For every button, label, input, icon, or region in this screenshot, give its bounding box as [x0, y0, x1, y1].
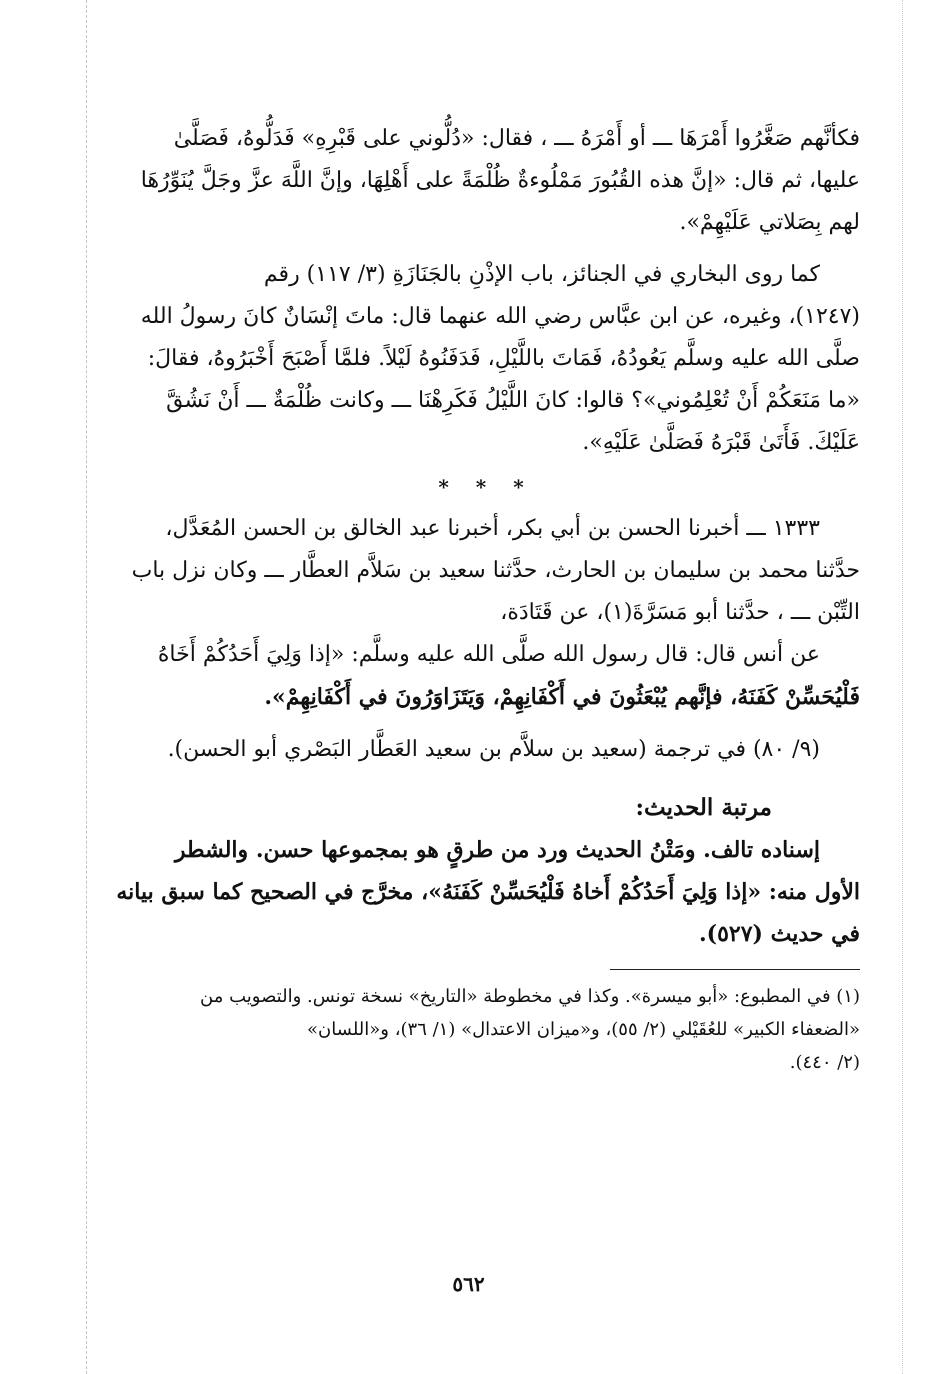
text-line: صلَّى الله عليه وسلَّم يَعُودُهُ، فَمَاتَ باللَّيْلِ، فَدَفَنُوهُ لَيْلاً. فلمَّا أَصْبَحَ أَخْبَرُوهُ، فقالَ:	[147, 346, 860, 371]
text-line: ١٣٣٣ ـــ أخبرنا الحسن بن أبي بكر، أخبرنا عبد الخالق بن الحسن المُعَدَّل،	[165, 516, 820, 541]
text-line: التِّبْن ـــ ، حدَّثنا أبو مَسَرَّةَ(١)، عن قَتَادَة،	[500, 600, 860, 625]
text-line: حدَّثنا محمد بن سليمان بن الحارث، حدَّثنا سعيد بن سَلاَّم العطَّار ـــ وكان نزل باب	[131, 558, 860, 583]
scan-edge-right	[902, 0, 903, 1374]
top-paragraph	[112, 118, 860, 244]
section-heading: مرتبة الحديث:	[635, 794, 772, 821]
text-line: فكأنَّهم صَغَّرُوا أَمْرَهَا ـــ أو أَمْرَهُ ـــ ، فقال: «دُلُّوني على قَبْرِهِ» فَدَلُّوهُ، فَصَلَّىٰ	[173, 126, 860, 151]
footnote-line: (٢/ ٤٤٠).	[789, 1052, 860, 1073]
text-line: لهم بِصَلاتي عَلَيْهِمْ».	[679, 210, 860, 235]
tarjama-line: (٩/ ٨٠) في ترجمة (سعيد بن سلاَّم بن سعيد العَطَّار البَصْري أبو الحسن).	[167, 737, 820, 762]
text-line: (١٢٤٧)، وغيره، عن ابن عبَّاس رضي الله عنهما قال: ماتَ إنْسَانٌ كانَ رسولُ الله	[140, 304, 860, 329]
text-line: «ما مَنَعَكُمْ أَنْ تُعْلِمُوني»؟ قالوا: كانَ اللَّيْلُ فَكَرِهْنَا ـــ وكانت ظُلْمَةٌ ـــ أَنْ نَشُقَّ	[166, 388, 860, 413]
anas-paragraph	[112, 634, 860, 719]
footnote-divider	[610, 969, 860, 970]
text-line: عليها، ثم قال: «إنَّ هذه القُبُورَ مَمْلُوءةٌ ظُلْمَةً على أَهْلِهَا، وإنَّ اللَّهَ عزَّ وجَلَّ يُنَوِّرُهَا	[140, 168, 860, 193]
hadith-1333-paragraph	[112, 508, 860, 634]
footnote-line: «الضعفاء الكبير» للعُقَيْلي (٢/ ٥٥)، و«ميزان الاعتدال» (١/ ٣٦)، و«اللسان»	[307, 1019, 860, 1040]
scan-edge-left	[86, 0, 87, 1374]
text-line: عَلَيْكَ. فَأَتَىٰ قَبْرَهُ فَصَلَّىٰ عَلَيْهِ».	[582, 430, 860, 455]
page-number: ٥٦٢	[452, 1272, 485, 1296]
footnote	[112, 980, 860, 1079]
text-line: الأول منه: «إذا وَلِيَ أَحَدُكُمْ أَخاهُ فَلْيُحَسِّنْ كَفَنَهُ»، مخرَّج في الصحيح كما سبق بيانه	[116, 879, 860, 905]
book-page	[112, 118, 860, 1079]
footnote-line: (١) في المطبوع: «أبو ميسرة». وكذا في مخطوطة «التاريخ» نسخة تونس. والتصويب من	[200, 986, 860, 1007]
section-separator: * * *	[438, 475, 534, 499]
text-line: في حديث (٥٢٧).	[699, 921, 860, 947]
grade-paragraph	[112, 829, 860, 955]
bukhari-paragraph	[112, 254, 860, 464]
text-line: عن أنس قال: قال رسول الله صلَّى الله عليه وسلَّم: «إذا وَلِيَ أَحَدُكُمْ أَخَاهُ	[157, 642, 820, 667]
text-line: فَلْيُحَسِّنْ كَفَنَهُ، فإنَّهم يُبْعَثُونَ في أَكْفَانِهِمْ، وَيَتَزَاوَرُونَ في أَكْفَانِهِمْ».	[264, 684, 860, 710]
text-line: كما روى البخاري في الجنائز، باب الإذْنِ بالجَنَازَةِ (٣/ ١١٧) رقم	[263, 262, 820, 287]
text-line: إسناده تالف. ومَتْنُ الحديث ورد من طرقٍ هو بمجموعها حسن. والشطر	[174, 837, 820, 863]
